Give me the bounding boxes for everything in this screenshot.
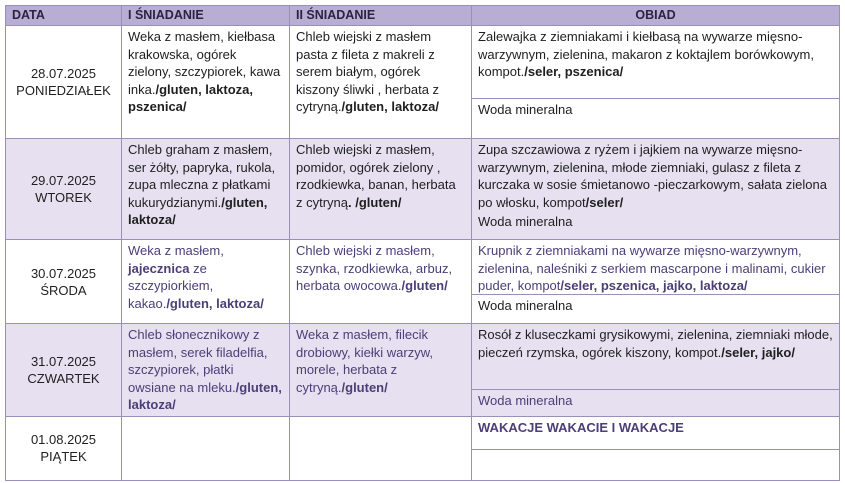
breakfast2-text: Chleb wiejski z masłem, szynka, rzodkiewka, arbuz, herbata owocowa. [296, 243, 453, 293]
date-cell [6, 139, 122, 240]
day-row-thursday [6, 324, 840, 417]
weekday: WTOREK [35, 190, 92, 205]
weekday: CZWARTEK [27, 370, 100, 386]
weekday: PONIEDZIAŁEK [16, 83, 111, 98]
breakfast1-cell [122, 26, 290, 139]
breakfast1-cell [122, 139, 290, 240]
date-cell [6, 416, 122, 480]
breakfast2-text: Chleb wiejski z masłem pasta z fileta z makreli z serem białym, ogórek kiszony śliwki , herbata z cytryną. [296, 29, 440, 114]
weekday: ŚRODA [40, 282, 87, 298]
breakfast2-allergens: /gluten, laktoza/ [341, 99, 440, 114]
breakfast1-text-pre: Weka z masłem, [128, 243, 224, 258]
day-row-tuesday [6, 139, 840, 240]
breakfast1-cell [122, 240, 290, 324]
lunch-cell [472, 416, 840, 480]
menu-table [5, 5, 840, 481]
lunch-note: WAKACJE WAKACIE I WAKACJE [478, 419, 684, 435]
breakfast1-allergens: /gluten, laktoza/ [128, 194, 268, 227]
lunch-main [472, 324, 839, 390]
lunch-allergens: /seler, jajko/ [721, 344, 795, 360]
day-row-monday [6, 26, 840, 139]
date-cell [6, 26, 122, 139]
lunch-main [472, 139, 839, 213]
breakfast1-cell [122, 324, 290, 417]
lunch-allergens: /seler, pszenica/ [524, 64, 624, 79]
header-row [6, 6, 840, 26]
breakfast2-allergens: /gluten/ [341, 379, 388, 395]
date-cell [6, 324, 122, 417]
breakfast2-text: Weka z masłem, filecik drobiowy, kiełki warzyw, morele, herbata z cytryną. [296, 327, 434, 395]
day-row-wednesday [6, 240, 840, 324]
breakfast2-cell [290, 240, 472, 324]
breakfast1-text: Chleb graham z masłem, ser żółty, papryka, rukola, zupa mleczna z płatkami kukurydzianymi. [128, 142, 276, 210]
date: 01.08.2025 [30, 432, 97, 447]
breakfast1-allergens: /gluten, laktoza/ [128, 379, 282, 412]
breakfast1-allergens: /gluten, laktoza, pszenica/ [128, 81, 253, 114]
breakfast1-text: Weka z masłem, kiełbasa krakowska, ogórek zielony, szczypiorek, kawa inka. [128, 29, 281, 97]
lunch-cell [472, 324, 840, 417]
breakfast1-highlight: jajecznica [128, 260, 190, 276]
breakfast2-cell [290, 416, 472, 480]
lunch-text: Zalewajka z ziemniakami i kiełbasą na wywarze mięsno-warzywnym, zielenina, makaron z koktajlem borówkowym, kompot. [478, 29, 814, 79]
date: 30.07.2025 [30, 265, 97, 281]
lunch-water: Woda mineralna [478, 393, 573, 408]
weekday: PIĄTEK [40, 449, 87, 464]
breakfast1-cell [122, 416, 290, 480]
date: 28.07.2025 [30, 66, 97, 81]
header-breakfast1: I ŚNIADANIE [122, 6, 290, 26]
lunch-allergens: /seler, pszenica, jajko, laktoza/ [560, 278, 748, 293]
date: 29.07.2025 [30, 173, 97, 188]
breakfast1-text: ze szczypiorkiem, kakao. [128, 260, 214, 311]
lunch-allergens: /seler/ [585, 194, 624, 210]
lunch-water: Woda mineralna [478, 214, 573, 229]
lunch-water: Woda mineralna [478, 298, 573, 313]
date-cell [6, 240, 122, 324]
lunch-main [472, 240, 839, 295]
date: 31.07.2025 [30, 353, 97, 369]
breakfast2-cell [290, 139, 472, 240]
breakfast2-allergens: /gluten/ [401, 278, 448, 293]
lunch-main [472, 417, 839, 450]
lunch-main [472, 26, 839, 99]
header-breakfast2: II ŚNIADANIE [290, 6, 472, 26]
lunch-text: Krupnik z ziemniakami na wywarze mięsno-warzywnym, zielenina, naleśniki z serkiem mascarpone i malinami, cukier puder, kompot [478, 243, 826, 293]
lunch-text: Zupa szczawiowa z ryżem i jajkiem na wywarze mięsno-warzywnym, zielenina, młode ziemniaki, gulasz z fileta z kurczaka w sosie śmietanowo -pieczarkowym, sałata zielona po włosku, kompot [478, 142, 827, 210]
breakfast1-allergens: /gluten, laktoza/ [166, 295, 264, 311]
lunch-cell [472, 240, 840, 324]
breakfast1-text: Chleb słonecznikowy z masłem, serek filadelfia, szczypiorek, płatki owsiane na mleku. [128, 327, 268, 395]
lunch-text: Rosół z kluseczkami grysikowymi, zielenina, ziemniaki młode, pieczeń rzymska, ogórek kiszony, kompot. [478, 327, 833, 360]
day-row-friday [6, 416, 840, 480]
header-lunch: OBIAD [472, 6, 840, 26]
breakfast2-text: Chleb wiejski z masłem, pomidor, ogórek zielony , rzodkiewka, banan, herbata z cytryną [296, 142, 456, 210]
lunch-cell [472, 26, 840, 139]
breakfast2-cell [290, 324, 472, 417]
breakfast2-allergens: . /gluten/ [348, 194, 402, 210]
header-date: DATA [6, 6, 122, 26]
breakfast2-cell [290, 26, 472, 139]
lunch-water: Woda mineralna [478, 102, 573, 117]
lunch-cell [472, 139, 840, 240]
